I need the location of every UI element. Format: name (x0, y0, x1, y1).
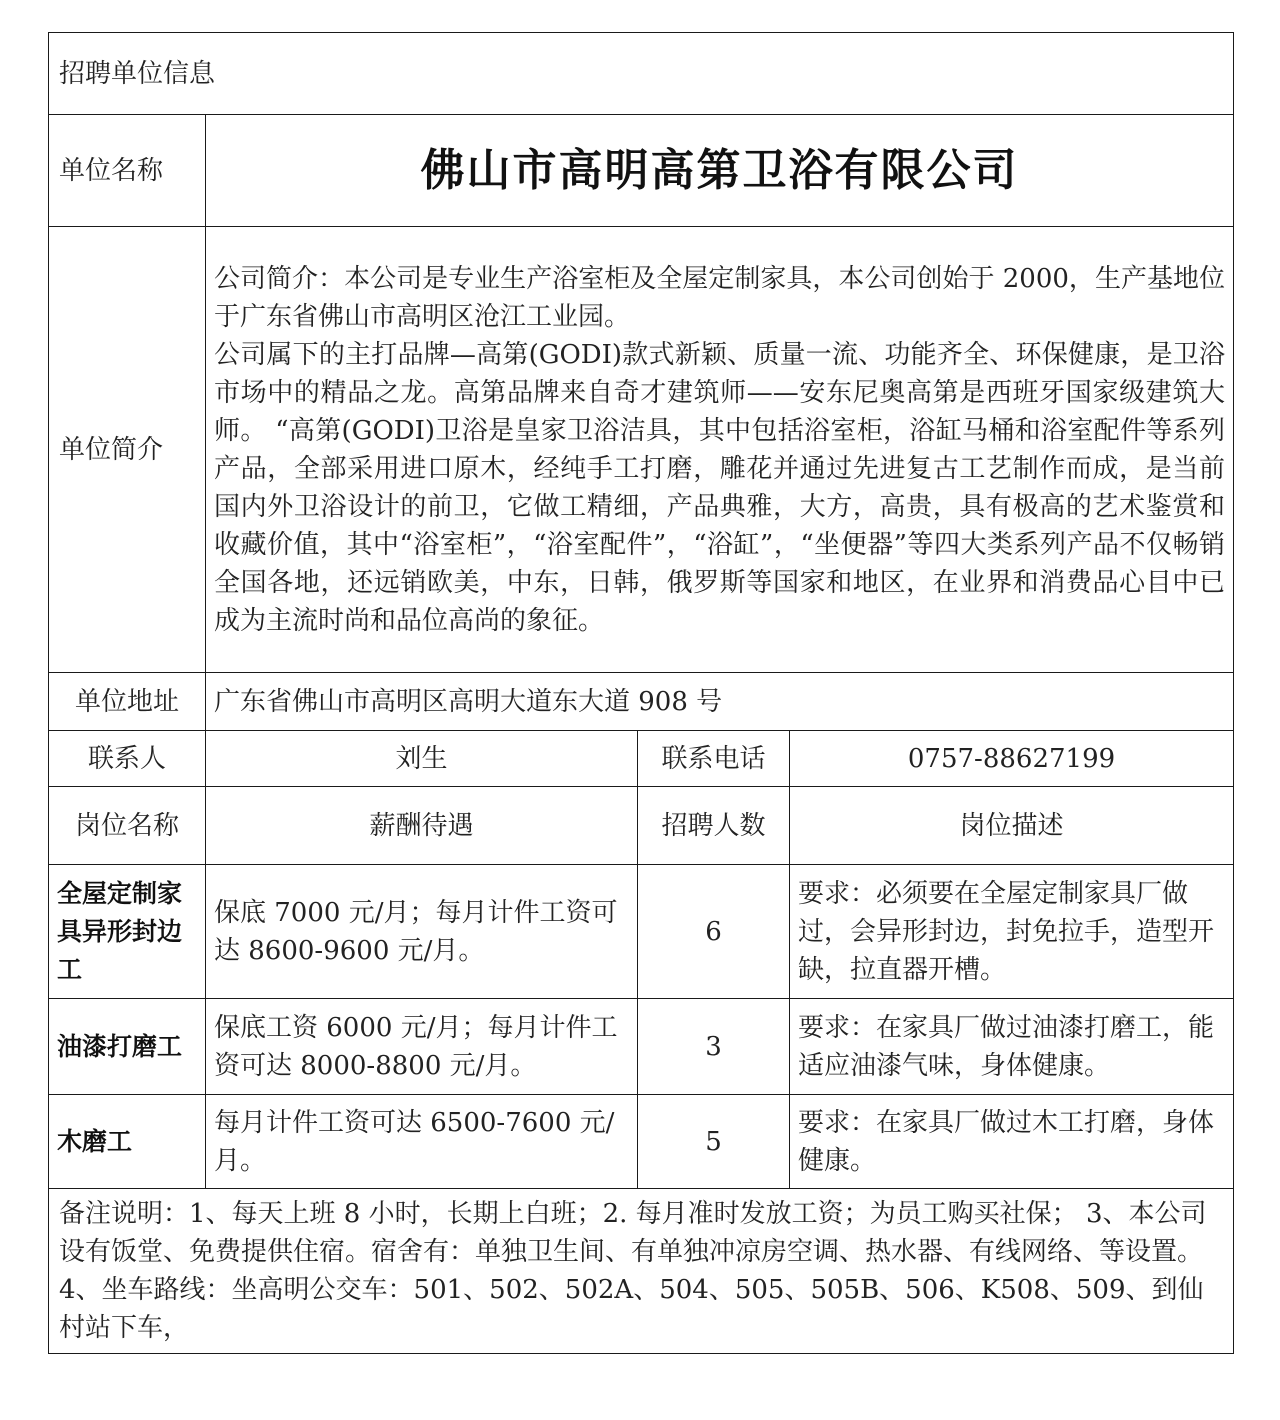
job-description: 要求：在家具厂做过油漆打磨工，能适应油漆气味，身体健康。 (790, 999, 1234, 1095)
address-label: 单位地址 (49, 673, 206, 731)
notes-content (49, 1189, 1234, 1354)
job-title: 木磨工 (49, 1095, 206, 1189)
contact-phone: 0757-88627199 (790, 731, 1234, 787)
job-count: 5 (638, 1095, 790, 1189)
notes-line-1: 备注说明：1、每天上班 8 小时，长期上白班；2. 每月准时发放工资；为员工购买社保； 3、本公司设有饭堂、免费提供住宿。宿舍有：单独卫生间、有单独冲凉房空调、热水器、有线网络、等设置。 (59, 1199, 1207, 1267)
intro-content (206, 227, 1234, 673)
job-description: 要求：在家具厂做过木工打磨，身体健康。 (790, 1095, 1234, 1189)
company-name-label: 单位名称 (49, 115, 206, 227)
job-title: 全屋定制家具异形封边工 (49, 865, 206, 999)
contact-person-label: 联系人 (49, 731, 206, 787)
job-count: 6 (638, 865, 790, 999)
address-value: 广东省佛山市高明区高明大道东大道 908 号 (206, 673, 1234, 731)
jobs-header-row (49, 787, 1234, 865)
intro-row (49, 227, 1234, 673)
intro-label: 单位简介 (49, 227, 206, 673)
jobs-header-count: 招聘人数 (638, 787, 790, 865)
contact-phone-label: 联系电话 (638, 731, 790, 787)
company-name-row (49, 115, 1234, 227)
recruitment-form (48, 32, 1234, 1354)
notes-row (49, 1189, 1234, 1354)
address-row (49, 673, 1234, 731)
job-row (49, 1095, 1234, 1189)
jobs-header-title: 岗位名称 (49, 787, 206, 865)
contact-row (49, 731, 1234, 787)
jobs-header-description: 岗位描述 (790, 787, 1234, 865)
company-name: 佛山市高明高第卫浴有限公司 (206, 115, 1234, 227)
job-row (49, 999, 1234, 1095)
header-row (49, 33, 1234, 115)
job-salary: 每月计件工资可达 6500-7600 元/月。 (206, 1095, 638, 1189)
intro-paragraph-2: 公司属下的主打品牌—高第(GODI)款式新颖、质量一流、功能齐全、环保健康，是卫浴市场中的精品之龙。高第品牌来自奇才建筑师——安东尼奥高第是西班牙国家级建筑大师。 “高第(GODI)卫浴是皇家卫浴洁具，其中包括浴室柜，浴缸马桶和浴室配件等系列产品，全部采用进口原木，经纯手工打磨，雕花并通过先进复古工艺制作而成，是当前国内外卫浴设计的前卫，它做工精细，产品典雅，大方，高贵，具有极高的艺术鉴赏和收藏价值，其中“浴室柜”，“浴室配件”，“浴缸”，“坐便器”等四大类系列产品不仅畅销全国各地，还远销欧美，中东，日韩，俄罗斯等国家和地区，在业界和消费品心目中已成为主流时尚和品位高尚的象征。 (214, 339, 1226, 636)
job-count: 3 (638, 999, 790, 1095)
job-description: 要求：必须要在全屋定制家具厂做过，会异形封边，封免拉手，造型开缺，拉直器开槽。 (790, 865, 1234, 999)
intro-paragraph-1: 公司简介：本公司是专业生产浴室柜及全屋定制家具，本公司创始于 2000，生产基地位于广东省佛山市高明区沧江工业园。 (214, 263, 1226, 332)
job-title: 油漆打磨工 (49, 999, 206, 1095)
job-salary: 保底 7000 元/月；每月计件工资可达 8600-9600 元/月。 (206, 865, 638, 999)
form-title: 招聘单位信息 (49, 33, 1234, 115)
notes-line-2: 4、坐车路线：坐高明公交车：501、502、502A、504、505、505B、506、K508、509、到仙村站下车， (59, 1275, 1204, 1343)
jobs-header-salary: 薪酬待遇 (206, 787, 638, 865)
job-salary: 保底工资 6000 元/月；每月计件工资可达 8000-8800 元/月。 (206, 999, 638, 1095)
contact-person: 刘生 (206, 731, 638, 787)
job-row (49, 865, 1234, 999)
